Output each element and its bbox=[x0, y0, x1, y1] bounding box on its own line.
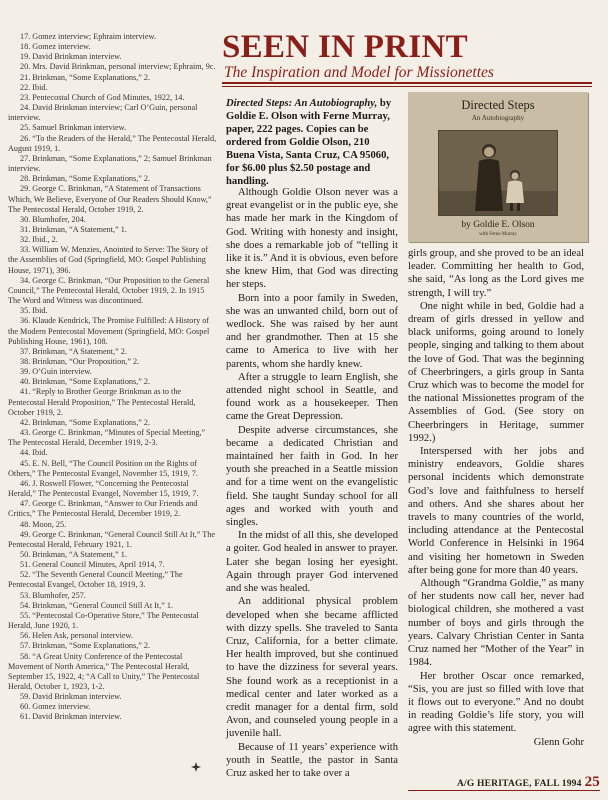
book-title: Directed Steps: An Autobiography, bbox=[226, 98, 378, 109]
footnote: 30. Blumhofer, 204. bbox=[20, 214, 86, 224]
footnote: 31. Brinkman, “A Statement,” 1. bbox=[20, 224, 127, 234]
paragraph: In the midst of all this, she developed a goiter. God healed in answer to prayer. Later she began losing her eyesight. Again through prayer God intervened and she was healed. bbox=[226, 530, 398, 595]
book-details: by Goldie E. Olson with Ferne Murray, paper, 222 pages. Copies can be ordered from Goldie Olson, 210 Buena Vista, Santa Cruz, CA 95060, for $6.00 plus $2.50 postage and handling. bbox=[226, 98, 392, 187]
paragraph: Although “Grandma Goldie,” as many of her students now call her, never had biological children, she mothered a vast number of boys and girls through the years. Calvary Christian Center in Santa Cruz named her “Mother of the Year” in 1984. bbox=[408, 578, 584, 669]
footnote: 32. Ibid., 2. bbox=[20, 235, 58, 245]
footnote: 20. Mrs. David Brinkman, personal interview; Ephraim, 9c. bbox=[20, 62, 216, 72]
paragraph: Because of 11 years’ experience with youth in Seattle, the pastor in Santa Cruz asked her to take over a bbox=[226, 741, 398, 779]
paragraph: After a struggle to learn English, she attended night school in Seattle, and found work as a housekeeper. Then came the Great Depression. bbox=[226, 371, 398, 423]
footnote: 27. Brinkman, “Some Explanations,” 2; Samuel Brinkman interview. bbox=[8, 153, 212, 174]
footnote: 47. George C. Brinkman, “Answer to Our Friends and Critics,” The Pentecostal Herald, December 1919, 2. bbox=[8, 499, 198, 519]
cover-subtitle: An Autobiography bbox=[471, 114, 525, 122]
article-subtitle: The Inspiration and Model for Missionettes bbox=[224, 64, 494, 81]
page-title: SEEN IN PRINT bbox=[222, 29, 468, 65]
footnote: 59. David Brinkman interview. bbox=[20, 692, 122, 702]
footnote: 58. “A Great Unity Conference of the Pentecostal Movement of North America,” The Pentecostal Herald, September 15, 1922, 4; “A Call to Unity,” The Pentecostal Herald, October 1, 1923, 1-2. bbox=[8, 651, 200, 691]
footnote: 28. Brinkman, “Some Explanations,” 2. bbox=[20, 174, 151, 184]
footer-publication: A/G HERITAGE, FALL 1994 bbox=[456, 779, 582, 789]
footnote: 61. David Brinkman interview. bbox=[20, 712, 122, 722]
paragraph: Interspersed with her jobs and ministry endeavors, Goldie shares personal incidents which demonstrate God’s love and faithfulness to herself and others. And she shares about her travels to many countries of the world, including attendance at the Pentecostal World Conference in Helsinki in 1964 and visiting her hometown in Sweden after being gone for more than 40 years. bbox=[408, 446, 584, 576]
paragraph: Despite adverse circumstances, she became a dedicated Christian and maintained her faith in God. In her youth she preached in a Seattle mission and for a time went on the evangelistic field. She taught Sunday school for all ages and worked with youth and singles. bbox=[226, 424, 398, 529]
footnote: 39. O’Guin interview. bbox=[20, 367, 92, 377]
footnote: 56. Helen Ask, personal interview. bbox=[20, 631, 133, 641]
footnote: 60. Gomez interview. bbox=[20, 702, 91, 712]
footnote: 46. J. Roswell Flower, “Concerning the Pentecostal Herald,” The Pentecostal Evangel, November 15, 1919, 7. bbox=[8, 478, 199, 499]
footnote: 51. General Council Minutes, April 1914, 7. bbox=[20, 560, 165, 570]
footnote: 29. George C. Brinkman, “A Statement of Transactions Which, We Believe, Everyone of Our Readers Should Know,” The Pentecostal Herald, October 1919, 2. bbox=[8, 184, 212, 214]
footnote: 57. Brinkman, “Some Explanations,” 2. bbox=[20, 641, 151, 651]
footnote: 52. “The Seventh General Council Meeting,” The Pentecostal Evangel, October 18, 1919, 3. bbox=[8, 570, 183, 590]
article-column-1 bbox=[226, 186, 398, 780]
paragraph: girls group, and she proved to be an ideal leader. Committing her health to God, she said, “As long as the Lord gives me strength, I will try.” bbox=[408, 248, 584, 299]
footer-rule bbox=[408, 790, 600, 791]
book-info bbox=[226, 97, 396, 188]
footnote: 23. Pentecostal Church of God Minutes, 1922, 14. bbox=[20, 92, 185, 102]
footnote: 33. William W. Menzies, Anointed to Serve: The Story of the Assemblies of God (Springfield, MO: Gospel Publishing House, 1971), 396. bbox=[8, 245, 209, 275]
footnote: 21. Brinkman, “Some Explanations,” 2. bbox=[20, 72, 151, 82]
footnote: 45. E. N. Bell, “The Council Position on the Rights of Others,” The Pentecostal Evangel, November 15, 1919, 7. bbox=[8, 458, 198, 478]
paragraph: Born into a poor family in Sweden, she was an unwanted child, born out of wedlock. She was raised by her aunt and her grandmother. Then at 15 she came to America to live with her parents, whom she hardly knew. bbox=[226, 292, 398, 370]
cover-foreword: with Ferne Murray bbox=[479, 232, 517, 237]
ornament-icon bbox=[190, 760, 202, 772]
footnote: 35. Ibid. bbox=[20, 306, 48, 316]
footnote: 41. “Reply to Brother George Brinkman as to the Pentecostal Herald Proposition,” The Pentecostal Herald, October 1919, 2. bbox=[8, 387, 196, 417]
footnote: 49. George C. Brinkman, “General Council Still At It,” The Pentecostal Herald, February 1921, 1. bbox=[8, 529, 216, 549]
paragraph: One night while in bed, Goldie had a dream of girls dressed in yellow and black uniforms, going around to lonely people, singing and talking to them about the love of God. That was the beginning of Cheerbringers, a girls group in Santa Cruz which was to become the model for the national Missionettes program of the Assemblies of God. (See story on Cheerbringers in Heritage, summer 1992.) bbox=[408, 300, 584, 444]
footnote: 44. Ibid. bbox=[20, 448, 48, 458]
cover-author: by Goldie E. Olson bbox=[461, 220, 535, 230]
footnote: 54. Brinkman, “General Council Still At It,” 1. bbox=[20, 600, 174, 610]
footnote: 50. Brinkman, “A Statement,” 1. bbox=[20, 549, 127, 559]
paragraph: Although Goldie Olson never was a great evangelist or in the public eye, she has made her mark in the Kingdom of God. Writing with honesty and insight, she does a remarkable job of “telling it like it is.” And it is obvious, even before she knew Him, that God was directing her steps. bbox=[226, 187, 398, 291]
paragraph: An additional physical problem developed when she became afflicted with dizzy spells. She traveled to Santa Cruz, California, for a better climate. Her health improved, but she continued to have the dizziness for several years. She found work as a receptionist in a medical center and later worked as a credit manager for a dental firm, sold Avon, and counseled young people in a juvenile hall. bbox=[226, 596, 398, 740]
footnote: 24. David Brinkman interview; Carl O’Guin, personal interview. bbox=[8, 103, 198, 123]
header-rule-thin bbox=[222, 86, 592, 87]
book-cover-image bbox=[408, 92, 588, 242]
page-number: 25 bbox=[584, 774, 600, 790]
article-column-2 bbox=[408, 247, 584, 749]
paragraph: Her brother Oscar once remarked, “Sis, you are just so filled with love that it flows out to everyone.” And no doubt in reading Goldie’s life story, you will agree with this statement. bbox=[408, 670, 584, 735]
footnote: 18. Gomez interview. bbox=[20, 42, 91, 52]
footnote: 43. George C. Brinkman, “Minutes of Special Meeting,” The Pentecostal Herald, December 1919, 2-3. bbox=[8, 428, 206, 448]
cover-photo bbox=[438, 130, 558, 216]
footnote: 38. Brinkman, “Our Proposition,” 2. bbox=[20, 357, 140, 366]
footnotes-column bbox=[8, 32, 218, 723]
footnote: 42. Brinkman, “Some Explanations,” 2. bbox=[20, 417, 151, 427]
footnote: 22. Ibid. bbox=[20, 82, 48, 92]
footnote: 36. Klaude Kendrick, The Promise Fulfilled: A History of the Modern Pentecostal Movement (Springfield, MO: Gospel Publishing House, 1961), 108. bbox=[8, 316, 210, 346]
footnote: 19. David Brinkman interview. bbox=[20, 52, 122, 62]
page-footer bbox=[424, 774, 600, 791]
footnote: 37. Brinkman, “A Statement,” 2. bbox=[20, 346, 127, 356]
footnote: 17. Gomez interview; Ephraim interview. bbox=[20, 32, 156, 41]
footnote: 48. Moon, 25. bbox=[20, 519, 67, 529]
article-header bbox=[222, 30, 592, 82]
header-rule bbox=[222, 82, 592, 84]
footnote: 25. Samuel Brinkman interview. bbox=[20, 123, 127, 133]
cover-title: Directed Steps bbox=[461, 98, 535, 112]
footnote: 40. Brinkman, “Some Explanations,” 2. bbox=[20, 377, 151, 387]
author-signature: Glenn Gohr bbox=[533, 736, 584, 748]
footnote: 26. “To the Readers of the Herald,” The Pentecostal Herald, August 1919, 1. bbox=[8, 133, 217, 153]
cover-photo-figures bbox=[439, 131, 557, 215]
footnote: 55. “Pentecostal Co-Operative Store,” The Pentecostal Herald, June 1920, 1. bbox=[8, 610, 199, 631]
footnote: 53. Blumhofer, 257. bbox=[20, 590, 86, 600]
footnote: 34. George C. Brinkman, “Our Proposition to the General Council,” The Pentecostal Herald, October 1919, 2. In 1915 The Word and Witness was discontinued. bbox=[8, 275, 210, 306]
